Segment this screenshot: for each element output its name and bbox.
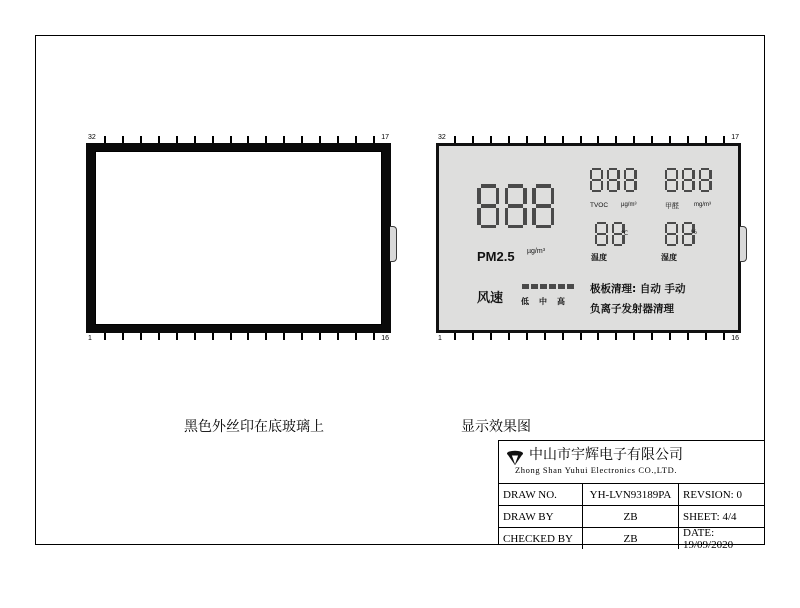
wind-bar-array bbox=[522, 284, 574, 289]
corner-label-tr-2: 17 bbox=[731, 134, 739, 141]
formaldehyde-label: 甲醛 bbox=[665, 202, 679, 210]
wind-scale-mid: 中 bbox=[539, 297, 547, 306]
panel-tab-right bbox=[390, 226, 397, 262]
pin-ticks-bottom-2 bbox=[436, 333, 741, 340]
company-name-en: Zhong Shan Yuhui Electronics CO.,LTD. bbox=[515, 465, 678, 475]
temperature-label: 温度 bbox=[591, 253, 607, 262]
wind-label: 风速 bbox=[477, 291, 504, 306]
draw-no-label: DRAW NO. bbox=[499, 484, 583, 505]
title-block bbox=[498, 440, 765, 551]
wind-scale-high: 高 bbox=[557, 297, 565, 306]
panel-tab-right-2 bbox=[740, 226, 747, 262]
tvoc-digits bbox=[590, 168, 640, 192]
corner-label-tl: 32 bbox=[88, 134, 96, 141]
lcd-window-left bbox=[95, 151, 382, 325]
corner-label-bl-2: 1 bbox=[438, 335, 442, 342]
corner-label-br: 16 bbox=[381, 335, 389, 342]
corner-label-br-2: 16 bbox=[731, 335, 739, 342]
humidity-unit: % bbox=[691, 229, 697, 236]
lcd-frame-left bbox=[86, 143, 391, 333]
pin-ticks-bottom bbox=[86, 333, 391, 340]
draw-by-label: DRAW BY bbox=[499, 506, 583, 527]
company-logo-icon bbox=[506, 450, 524, 466]
temperature-unit: ℃ bbox=[621, 230, 629, 237]
title-block-header bbox=[499, 441, 764, 484]
revision-value: REVSION: 0 bbox=[683, 488, 742, 501]
sheet-value: SHEET: 4/4 bbox=[683, 510, 737, 523]
caption-left: 黑色外丝印在底玻璃上 bbox=[184, 419, 324, 435]
drawing-sheet bbox=[35, 35, 765, 551]
pm25-digits bbox=[477, 184, 560, 228]
status-line-ion-clean: 负离子发射器清理 bbox=[590, 303, 674, 315]
checked-by-label: CHECKED BY bbox=[499, 528, 583, 549]
humidity-label: 湿度 bbox=[661, 253, 677, 262]
tvoc-unit: µg/m³ bbox=[621, 202, 637, 208]
company-name-cn: 中山市宇辉电子有限公司 bbox=[529, 447, 683, 463]
draw-by-value: ZB bbox=[583, 506, 679, 527]
pm25-unit: µg/m³ bbox=[527, 248, 546, 255]
formaldehyde-unit: mg/m³ bbox=[694, 202, 711, 208]
pm25-label: PM2.5 bbox=[477, 249, 515, 264]
pin-ticks-top-2 bbox=[436, 136, 741, 143]
draw-no-value: YH-LVN93189PA bbox=[583, 484, 679, 505]
caption-right: 显示效果图 bbox=[461, 419, 531, 435]
corner-label-tr: 17 bbox=[381, 134, 389, 141]
checked-by-value: ZB bbox=[583, 528, 679, 549]
table-row bbox=[499, 484, 764, 506]
pin-ticks-top bbox=[86, 136, 391, 143]
table-row bbox=[499, 528, 764, 549]
panel-silkscreen bbox=[86, 136, 391, 341]
wind-scale-low: 低 bbox=[521, 297, 529, 306]
date-value: DATE: 19/09/2020 bbox=[683, 526, 734, 551]
status-line-plate-clean: 极板清理: 自动 手动 bbox=[590, 283, 686, 295]
corner-label-bl: 1 bbox=[88, 335, 92, 342]
tvoc-label: TVOC bbox=[590, 202, 609, 209]
panel-display-effect bbox=[436, 136, 741, 341]
table-row bbox=[499, 506, 764, 528]
lcd-frame-right bbox=[436, 143, 741, 333]
corner-label-tl-2: 32 bbox=[438, 134, 446, 141]
formaldehyde-digits bbox=[665, 168, 715, 192]
lcd-screen bbox=[439, 146, 738, 330]
